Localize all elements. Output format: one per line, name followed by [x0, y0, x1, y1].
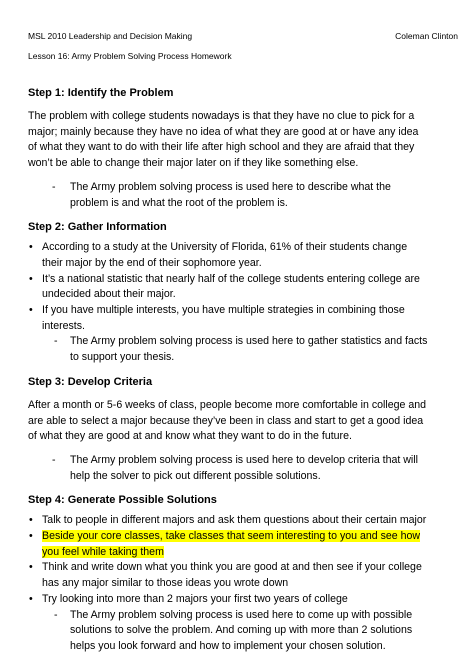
step-3-heading: Step 3: Develop Criteria	[28, 375, 153, 388]
list-item-text: Try looking into more than 2 majors your first two years of college	[42, 592, 348, 605]
highlighted-text: Beside your core classes, take classes that seem interesting to you and see how you feel while taking them	[42, 530, 421, 558]
step-2-sub-dash-list	[42, 334, 430, 365]
step-4-sub-dash-list	[42, 608, 430, 655]
author-name: Coleman Clinton	[395, 31, 458, 41]
dash-item: - The Army problem solving process is used here to describe what the problem is and what the root of the problem is.	[28, 180, 430, 211]
list-item	[28, 303, 430, 366]
step-3-dash-list	[28, 453, 430, 484]
step-3-section	[28, 375, 430, 485]
dash-item: - The Army problem solving process is used here to develop criteria that will help the solver to pick out different possible solutions.	[28, 453, 430, 484]
dash-item: - The Army problem solving process is used here to come up with possible solutions to solve the problem. And coming up with more than 2 solutions helps you look forward and how to implement your chosen solution.	[42, 608, 430, 655]
step-2-section	[28, 220, 430, 366]
dash-item: - The Army problem solving process is used here to gather statistics and facts to support your thesis.	[42, 334, 430, 365]
list-item	[28, 529, 430, 560]
list-item: • It’s a national statistic that nearly half of the college students entering college are undecided about their major.	[28, 272, 430, 303]
list-item-text: If you have multiple interests, you have multiple strategies in combining those interests.	[42, 304, 405, 332]
lesson-title: Lesson 16: Army Problem Solving Process Homework	[28, 51, 232, 61]
step-3-paragraph: After a month or 5-6 weeks of class, people become more comfortable in college and are able to select a major because they’ve been in class and start to get a good idea of what they are good at and know what they want to do in the future.	[28, 398, 427, 443]
step-2-heading: Step 2: Gather Information	[28, 221, 167, 234]
step-1-heading: Step 1: Identify the Problem	[28, 87, 174, 99]
list-item	[28, 592, 430, 655]
step-4-bullet-list	[28, 513, 430, 654]
list-item: • According to a study at the University of Florida, 61% of their students change their major by the end of their sophomore year.	[28, 240, 430, 271]
list-item: • Think and write down what you think you are good at and then see if your college has any major similar to those ideas you wrote down	[28, 560, 430, 591]
step-4-heading: Step 4: Generate Possible Solutions	[28, 494, 217, 507]
list-item: • Talk to people in different majors and ask them questions about their certain major	[28, 513, 430, 529]
step-1-section	[28, 86, 430, 211]
step-1-paragraph: The problem with college students nowadays is that they have no clue to pick for a major; mainly because they have no idea of what they are good at or have any idea of what they want to do with their life after high school and they are afraid that they won’t be able to change their major later on if they like something else.	[28, 110, 419, 170]
step-1-dash-list	[28, 180, 430, 211]
step-4-section	[28, 493, 430, 654]
course-title: MSL 2010 Leadership and Decision Making	[28, 31, 193, 41]
step-2-bullet-list	[28, 240, 430, 366]
page-header	[28, 30, 458, 42]
